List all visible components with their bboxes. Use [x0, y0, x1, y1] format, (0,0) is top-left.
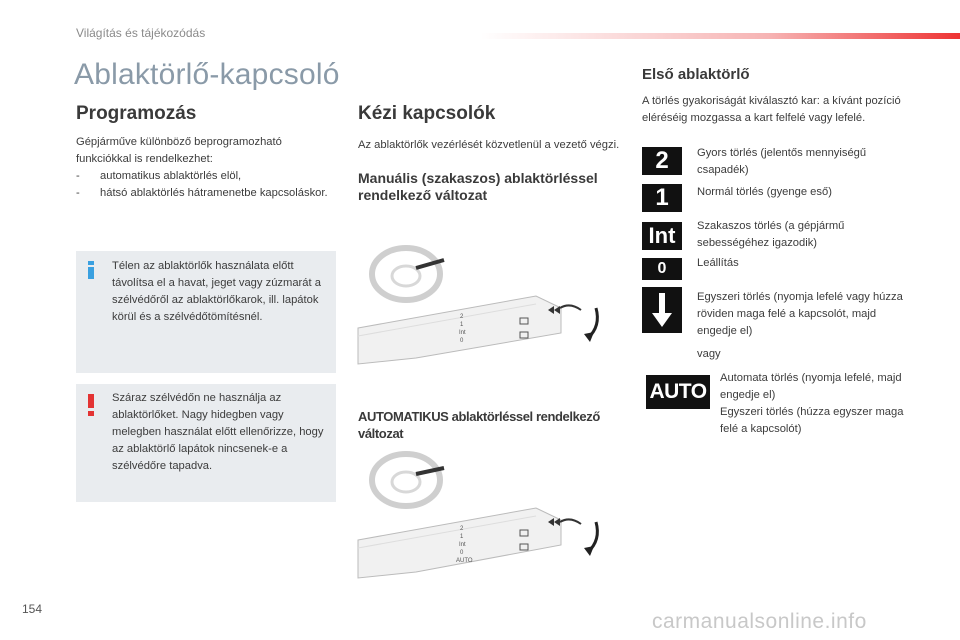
list-item: - hátsó ablaktörlés hátramenetbe kapcsoláskor. — [76, 185, 336, 202]
programming-heading: Programozás — [76, 103, 197, 124]
lever-mark: Int — [459, 542, 466, 548]
manual-subheading: Manuális (szakaszos) ablaktörléssel rendelkező változat — [358, 170, 598, 203]
position-2-text: Gyors törlés (jelentős mennyiségű csapadék) — [697, 147, 867, 176]
programming-intro: Gépjárműve különböző beprogramozható funkciókkal is rendelkezhet: — [76, 136, 282, 165]
header-accent-bar — [480, 33, 960, 39]
or-text: vagy — [697, 348, 721, 360]
front-wiper-intro: A törlés gyakoriságát kiválasztó kar: a kívánt pozíció eléréséig mozgassa a kart felfelé vagy lefelé. — [642, 95, 901, 124]
auto-wipe-text: Automata törlés (nyomja lefelé, majd engedje el) — [720, 372, 902, 401]
single-wipe-down-arrow-icon — [642, 287, 682, 333]
lever-mark: 2 — [460, 314, 464, 320]
lever-mark: 1 — [460, 322, 464, 328]
page-title: Ablaktörlő-kapcsoló — [74, 58, 340, 91]
front-wiper-heading: Első ablaktörlő — [642, 66, 750, 83]
position-1-icon: 1 — [642, 184, 682, 212]
position-2-icon: 2 — [642, 147, 682, 175]
lever-mark: AUTO — [456, 558, 473, 564]
programming-list — [76, 168, 336, 202]
warning-box — [76, 384, 336, 502]
page-number: 154 — [22, 602, 43, 616]
info-text: Télen az ablaktörlők használata előtt távolítsa el a havat, jeget vagy zúzmarát a szélvédőről az ablaktörlőkarok, ill. lapátok körül és a szélvédőtömítésnél. — [112, 260, 321, 323]
wiper-lever-illustration-manual — [356, 238, 606, 368]
info-box — [76, 251, 336, 373]
warning-text: Száraz szélvédőn ne használja az ablaktörlőket. Nagy hidegben vagy melegben használat előtt ellenőrizze, hogy az ablaktörlő lapátok nincsenek-e a szélvédőre tapadva. — [112, 392, 324, 472]
position-0-text: Leállítás — [697, 257, 739, 269]
lever-mark: 0 — [460, 550, 464, 556]
section-header: Világítás és tájékozódás — [76, 26, 206, 40]
position-int-text: Szakaszos törlés (a gépjármű sebességéhez igazodik) — [697, 220, 845, 249]
manual-heading: Kézi kapcsolók — [358, 103, 496, 124]
auto-subheading: AUTOMATIKUS ablaktörléssel rendelkező változat — [358, 409, 600, 441]
lever-mark: 2 — [460, 526, 464, 532]
manual-intro: Az ablaktörlők vezérlését közvetlenül a vezető végzi. — [358, 139, 620, 151]
warning-icon — [88, 394, 94, 416]
position-int-icon: Int — [642, 222, 682, 250]
programming-section — [76, 103, 336, 202]
manual-section — [358, 103, 620, 204]
wiper-lever-illustration-auto — [356, 440, 606, 580]
position-0-icon: 0 — [642, 258, 682, 280]
auto-text — [720, 370, 910, 438]
lever-mark: 0 — [460, 338, 464, 344]
lever-mark: Int — [459, 330, 466, 336]
single-wipe-text: Egyszeri törlés (nyomja lefelé vagy húzza röviden maga felé a kapcsolót, majd engedje el) — [697, 291, 903, 337]
auto-single-wipe-text: Egyszeri törlés (húzza egyszer maga felé a kapcsolót) — [720, 406, 904, 435]
watermark: carmanualsonline.info — [652, 610, 867, 633]
info-icon — [88, 261, 94, 279]
list-item: - automatikus ablaktörlés elöl, — [76, 168, 336, 185]
auto-icon: AUTO — [646, 375, 710, 409]
front-wiper-section — [642, 66, 912, 127]
position-1-text: Normál törlés (gyenge eső) — [697, 186, 832, 198]
lever-mark: 1 — [460, 534, 464, 540]
